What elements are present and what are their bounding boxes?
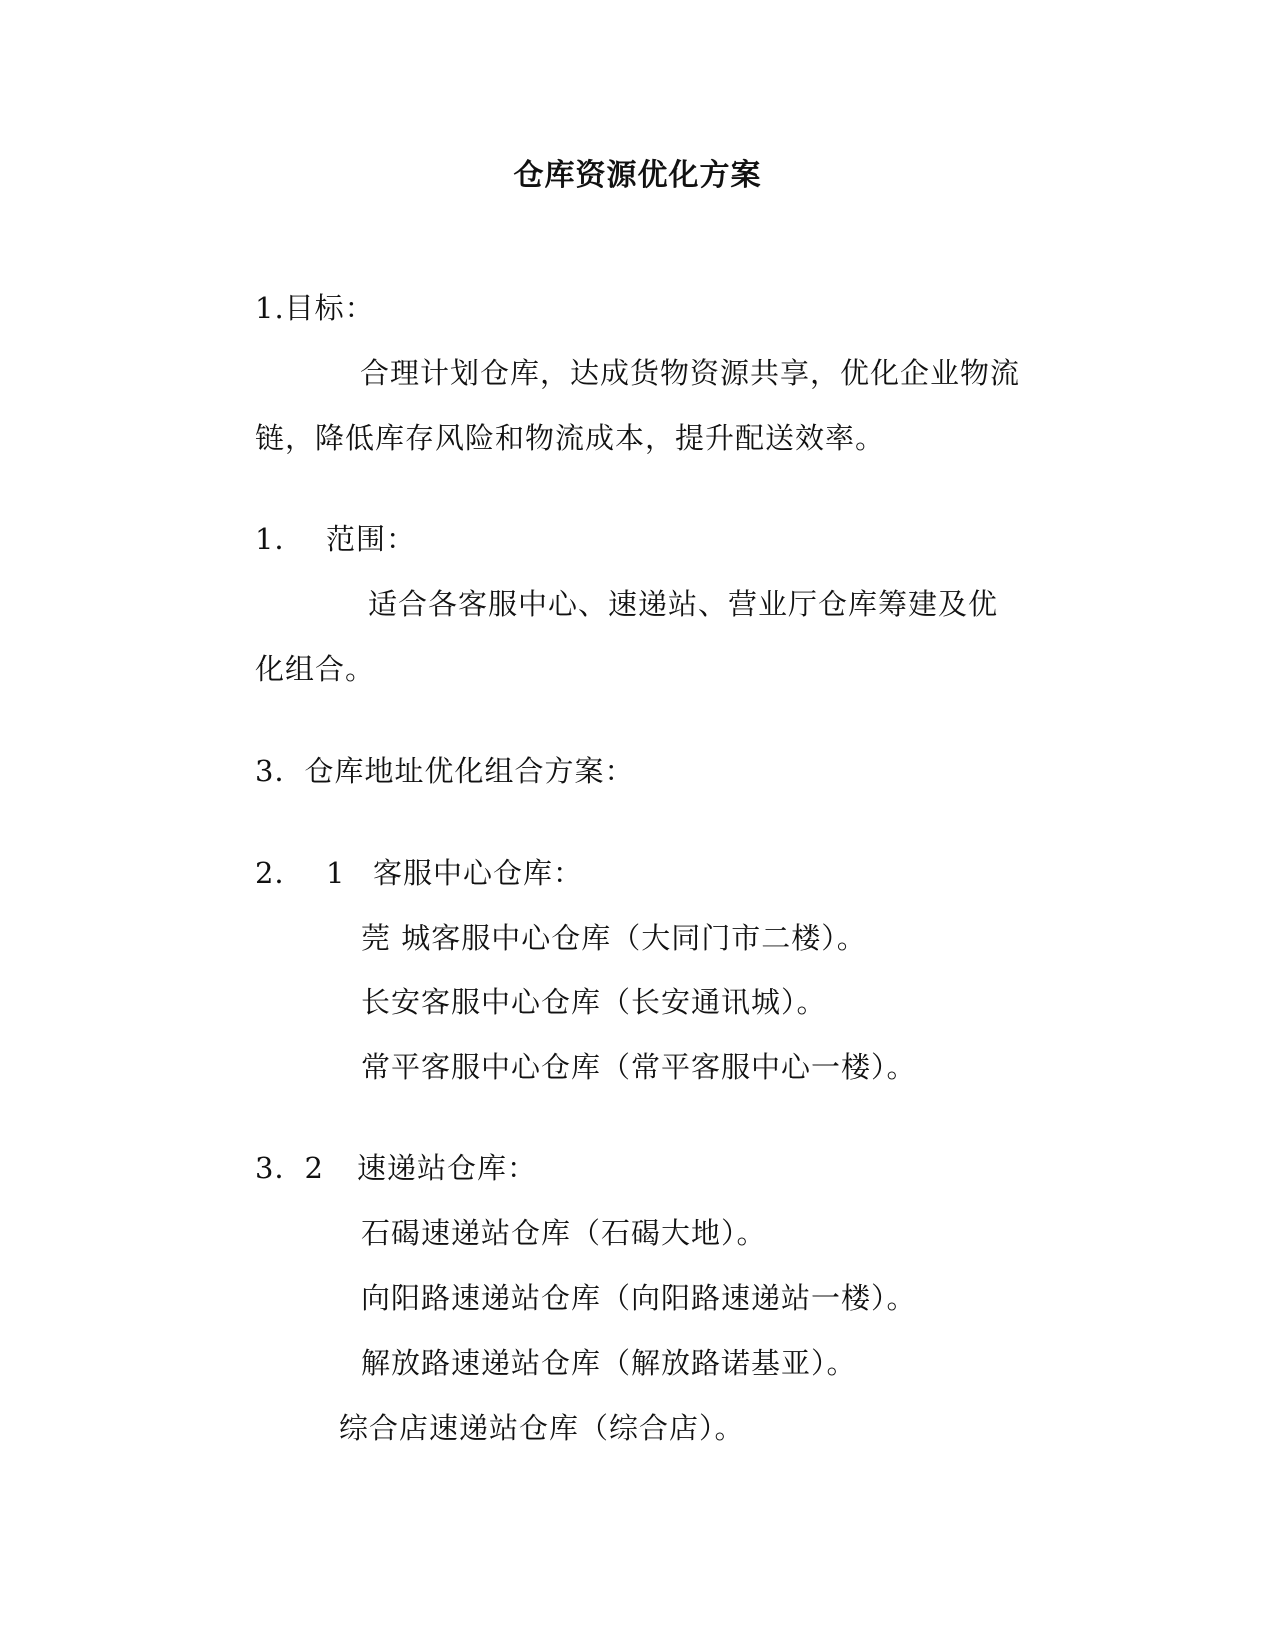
- service-center-heading-number: 2．: [255, 856, 305, 890]
- express-station-heading: 速递站仓库：: [357, 1151, 538, 1185]
- express-station-item: 向阳路速递站仓库（向阳路速递站一楼）。: [361, 1281, 917, 1315]
- express-station-item: 解放路速递站仓库（解放路诺基亚）。: [361, 1346, 857, 1380]
- service-center-heading: 客服中心仓库：: [373, 856, 584, 890]
- service-center-item: 常平客服中心仓库（常平客服中心一楼）。: [361, 1050, 917, 1084]
- express-station-item: 石碣速递站仓库（石碣大地）。: [361, 1216, 767, 1250]
- scope-paragraph-line-1: 适合各客服中心、速递站、营业厅仓库筹建及优: [368, 587, 999, 621]
- goal-paragraph-line-2: 链，降低库存风险和物流成本，提升配送效率。: [255, 421, 886, 455]
- scope-paragraph-line-2: 化组合。: [255, 652, 376, 686]
- scope-heading-number: 1．: [255, 522, 305, 556]
- goal-heading: 1.目标：: [255, 291, 375, 325]
- service-center-item: 莞 城客服中心仓库（大同门市二楼）。: [361, 921, 867, 955]
- plan-heading: 3．仓库地址优化组合方案：: [255, 754, 635, 788]
- scope-heading: 范围：: [326, 522, 417, 556]
- service-center-item: 长安客服中心仓库（长安通讯城）。: [361, 985, 827, 1019]
- goal-paragraph-line-1: 合理计划仓库，达成货物资源共享，优化企业物流: [360, 356, 1021, 390]
- express-station-heading-number: 3．2: [255, 1151, 324, 1185]
- express-station-item: 综合店速递站仓库（综合店）。: [339, 1411, 745, 1445]
- service-center-heading-subnumber: 1: [326, 856, 346, 890]
- document-title: 仓库资源优化方案: [513, 158, 762, 193]
